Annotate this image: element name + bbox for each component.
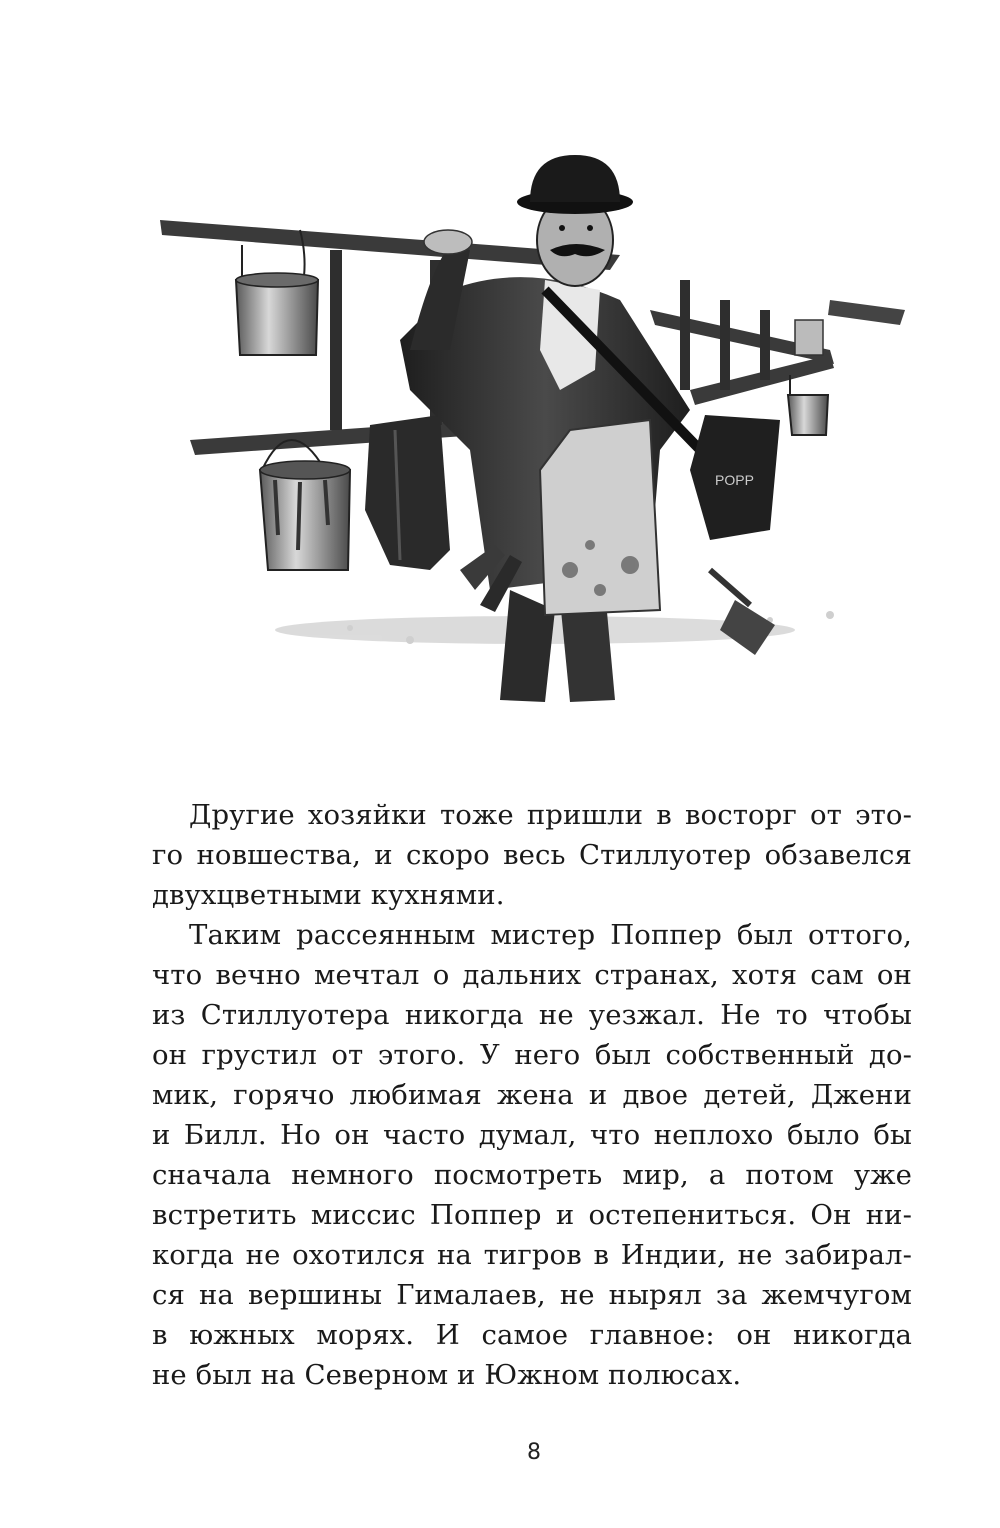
page-number: 8 bbox=[527, 1440, 541, 1465]
text-line: мик, горячо любимая жена и двое детей, Джени bbox=[152, 1079, 912, 1111]
text-line: встретить миссис Поппер и остепениться. Он ни- bbox=[152, 1199, 912, 1231]
bucket-icon bbox=[260, 440, 350, 570]
rag bbox=[365, 415, 450, 570]
text-line: в южных морях. И самое главное: он никогда bbox=[152, 1319, 912, 1351]
text-line: и Билл. Но он часто думал, что неплохо было бы bbox=[152, 1119, 912, 1151]
bucket-icon bbox=[236, 230, 318, 355]
text-line: не был на Северном и Южном полюсах. bbox=[152, 1359, 742, 1391]
text-line: ся на вершины Гималаев, не нырял за жемчугом bbox=[152, 1279, 912, 1311]
text-line: что вечно мечтал о дальних странах, хотя сам он bbox=[152, 959, 912, 991]
painter-illustration bbox=[150, 150, 920, 710]
text-line: го новшества, и скоро весь Стиллуотер обзавелся bbox=[152, 839, 912, 871]
text-line: Другие хозяйки тоже пришли в восторг от это- bbox=[189, 799, 912, 831]
bag-label: POPP bbox=[715, 472, 754, 488]
body-text bbox=[152, 795, 912, 1395]
text-line: из Стиллуотера никогда не уезжал. Не то чтобы bbox=[152, 999, 912, 1031]
text-line: когда не охотился на тигров в Индии, не забирал- bbox=[152, 1239, 912, 1271]
text-line: он грустил от этого. У него был собственный до- bbox=[152, 1039, 912, 1071]
text-line: сначала немного посмотреть мир, а потом уже bbox=[152, 1159, 912, 1191]
paragraph bbox=[152, 795, 912, 915]
paragraph bbox=[152, 915, 912, 1395]
text-line: Таким рассеянным мистер Поппер был оттого, bbox=[189, 919, 912, 951]
text-line: двухцветными кухнями. bbox=[152, 879, 505, 911]
